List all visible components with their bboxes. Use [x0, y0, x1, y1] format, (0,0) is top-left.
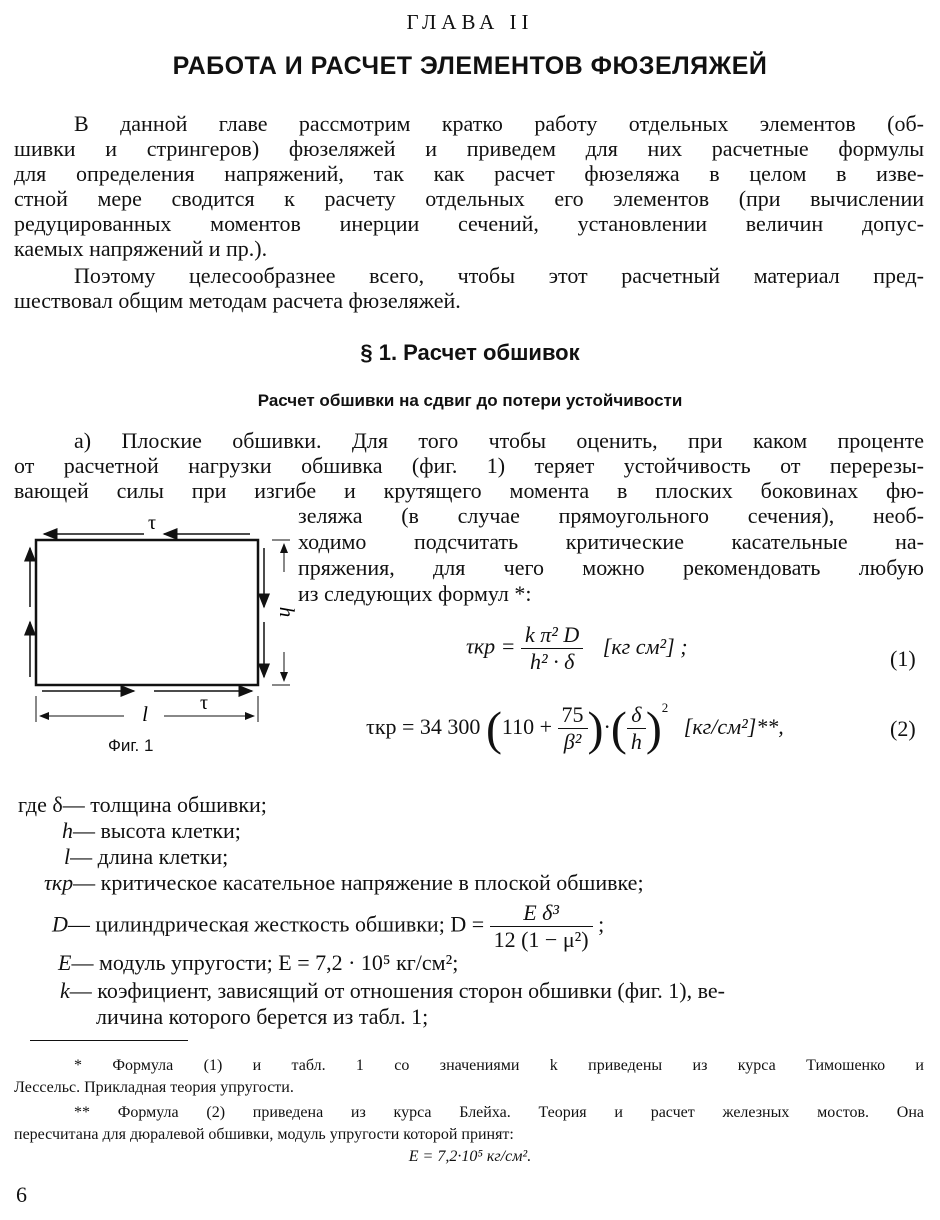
definition-symbol: l — [64, 844, 71, 869]
l-label: l — [142, 702, 148, 726]
definition-d-numerator: E δ³ — [490, 900, 593, 927]
formula-2-frac-den: β² — [563, 729, 582, 755]
definition-symbol: D — [52, 911, 68, 937]
chapter-title: РАБОТА И РАСЧЕТ ЭЛЕМЕНТОВ ФЮЗЕЛЯЖЕЙ — [172, 52, 768, 80]
definition-delta — [18, 792, 267, 818]
body-line: вающей силы при изгибе и крутящего момента в плоских боковинах фю- — [14, 478, 924, 503]
definition-text: — длина клетки; — [70, 844, 229, 869]
intro-line: для определения напряжений, так как расчет фюзеляжа в целом в изве- — [14, 161, 924, 186]
definition-symbol: где δ — [18, 792, 63, 817]
definition-l — [64, 844, 228, 870]
definition-d-fraction — [490, 900, 593, 953]
chapter-label: ГЛАВА II — [406, 10, 534, 34]
subsection-title: Расчет обшивки на сдвиг до потери устойчивости — [257, 391, 683, 410]
tau-label-top: τ — [147, 512, 157, 534]
formula-2: τкр = 34 300 (110 + $\frac{75}{\text{β²}}$ )·( $\frac{\delta}{h}$ )$^2$ [кг/см²]**, — [366, 700, 784, 756]
wrap-line: из следующих формул *: — [298, 581, 532, 606]
formula-2-lhs: τкр = 34 300 — [366, 714, 481, 739]
equation-number-1: (1) — [890, 646, 916, 671]
formula-1-denominator: h² · δ — [529, 649, 575, 674]
second-line: шествовал общим методам расчета фюзеляжей. — [14, 288, 461, 313]
intro-line: шивки и стрингеров) фюзеляжей и приведем для них расчетные формулы — [14, 136, 924, 161]
wrap-line: пряжения, для чего можно рекомендовать любую — [298, 555, 924, 580]
definition-symbol: E — [58, 950, 72, 975]
definition-text: — толщина обшивки; — [62, 792, 267, 817]
definition-text: — коэфициент, зависящий от отношения сторон обшивки (фиг. 1), ве- — [69, 978, 725, 1003]
intro-line: стной мере сводится к расчету отдельных его элементов (при вычислении — [14, 186, 924, 211]
formula-2-ratio-num: δ — [627, 702, 646, 729]
formula-2-frac-num: 75 — [558, 702, 588, 729]
intro-line: редуцированных моментов инерции сечений, установлении величин допус- — [14, 211, 924, 236]
body-line: от расчетной нагрузки обшивка (фиг. 1) теряет устойчивость от перерезы- — [14, 453, 924, 478]
footnote-line: ** Формула (2) приведена из курса Блейха. Теория и расчет железных мостов. Она — [74, 1104, 924, 1121]
definition-d-denominator: 12 (1 − μ²) — [493, 927, 589, 952]
footnote-line: пересчитана для дюралевой обшивки, модуль упругости которой принят: — [14, 1126, 514, 1143]
second-line: Поэтому целесообразнее всего, чтобы этот расчетный материал пред- — [74, 263, 924, 288]
formula-2-units: [кг/см²]**, — [683, 714, 784, 739]
footnote-2 — [14, 1102, 924, 1146]
formula-1-numerator: k π² D — [521, 622, 583, 649]
page-number: 6 — [16, 1182, 27, 1207]
intro-line: В данной главе рассмотрим кратко работу отдельных элементов (об- — [74, 111, 924, 136]
definition-text: — высота клетки; — [73, 818, 241, 843]
footnote-line: * Формула (1) и табл. 1 со значениями k приведены из курса Тимошенко и — [74, 1057, 924, 1074]
definition-h — [62, 818, 241, 844]
definition-text: — критическое касательное напряжение в плоской обшивке; — [73, 870, 644, 895]
body-line: а) Плоские обшивки. Для того чтобы оценить, при каком проценте — [74, 428, 924, 453]
definition-k-continued — [96, 1004, 428, 1030]
definition-d — [52, 900, 604, 953]
formula-2-inner: 110 + — [501, 714, 553, 739]
footnote-rule — [30, 1040, 188, 1041]
figure-caption: Фиг. 1 — [108, 736, 154, 755]
tau-label-bottom: τ — [199, 692, 209, 714]
definition-text: личина которого берется из табл. 1; — [96, 1004, 429, 1029]
definition-text: — модуль упругости; E = 7,2 · 10⁵ кг/см²; — [71, 950, 459, 975]
symbol-definitions — [14, 0, 924, 1220]
h-label: h — [275, 606, 299, 618]
definition-symbol: τкр — [44, 870, 74, 895]
formula-2-ratio-den: h — [630, 729, 642, 755]
definition-symbol: k — [60, 978, 70, 1003]
formula-1-units: [кг см²] ; — [602, 633, 688, 659]
intro-line: каемых напряжений и пр.). — [14, 236, 268, 261]
wrap-line: ходимо подсчитать критические касательные на- — [298, 529, 924, 554]
definition-e — [58, 950, 458, 976]
formula-1-lhs: τкр = — [466, 633, 516, 659]
definition-tau — [44, 870, 644, 896]
footnote-line: Лессельс. Прикладная теория упругости. — [14, 1079, 294, 1096]
footnote-1 — [14, 1055, 924, 1099]
definition-text: — цилиндрическая жесткость обшивки; D = — [67, 911, 485, 937]
footnote-2-formula: E = 7,2·10⁵ кг/см². — [408, 1148, 532, 1165]
section-title: § 1. Расчет обшивок — [360, 340, 580, 365]
wrap-line: зеляжа (в случае прямоугольного сечения), необ- — [298, 503, 924, 528]
equation-number-2: (2) — [890, 716, 916, 741]
definition-d-tail: ; — [598, 911, 605, 937]
definition-symbol: h — [62, 818, 73, 843]
definition-k — [60, 978, 725, 1004]
